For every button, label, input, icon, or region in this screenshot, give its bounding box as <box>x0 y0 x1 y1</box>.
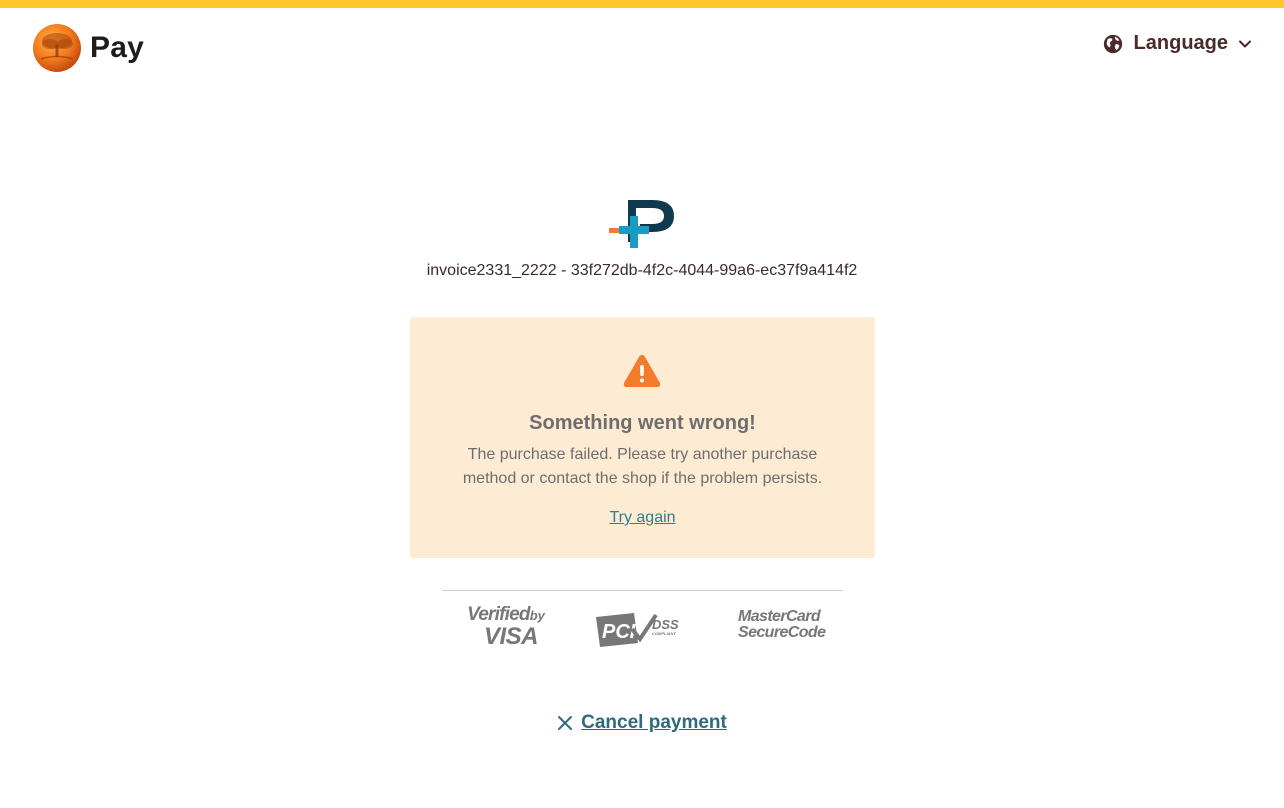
alert-title: Something went wrong! <box>529 412 756 434</box>
language-label: Language <box>1133 32 1228 54</box>
chevron-down-icon <box>1238 37 1252 51</box>
verified-by-visa-badge <box>458 605 554 648</box>
visa-line2: VISA <box>483 623 538 650</box>
brand[interactable] <box>32 23 144 73</box>
close-icon <box>557 715 573 731</box>
tree-coin-logo-icon <box>32 23 82 73</box>
invoice-reference: invoice2331_2222 - 33f272db-4f2c-4044-99a6-ec37f9a414f2 <box>426 262 858 279</box>
warning-triangle-icon <box>622 353 662 389</box>
visa-line1: Verified <box>467 604 530 625</box>
svg-text:COMPLIANT: COMPLIANT <box>652 631 676 636</box>
pci-dss-logo-icon <box>594 607 690 647</box>
svg-text:DSS: DSS <box>652 617 679 632</box>
svg-text:PCI: PCI <box>602 621 636 643</box>
error-alert <box>410 317 875 558</box>
cancel-payment-label: Cancel payment <box>581 712 727 733</box>
mastercard-line2: SecureCode <box>738 624 826 641</box>
top-accent-bar <box>0 0 1284 8</box>
language-selector[interactable] <box>1102 32 1252 55</box>
security-badges <box>442 603 843 653</box>
divider <box>442 590 843 591</box>
globe-icon <box>1102 33 1124 55</box>
cancel-payment-button[interactable] <box>0 712 1284 734</box>
mastercard-line1: MasterCard <box>738 608 821 625</box>
merchant-logo-icon <box>606 198 678 252</box>
alert-message: The purchase failed. Please try another purchase method or contact the shop if the problem persists. <box>462 446 823 487</box>
mastercard-securecode-badge <box>738 609 828 641</box>
brand-name: Pay <box>90 31 144 64</box>
header <box>0 8 1284 88</box>
try-again-link[interactable]: Try again <box>609 509 676 526</box>
visa-by: by <box>529 608 545 623</box>
